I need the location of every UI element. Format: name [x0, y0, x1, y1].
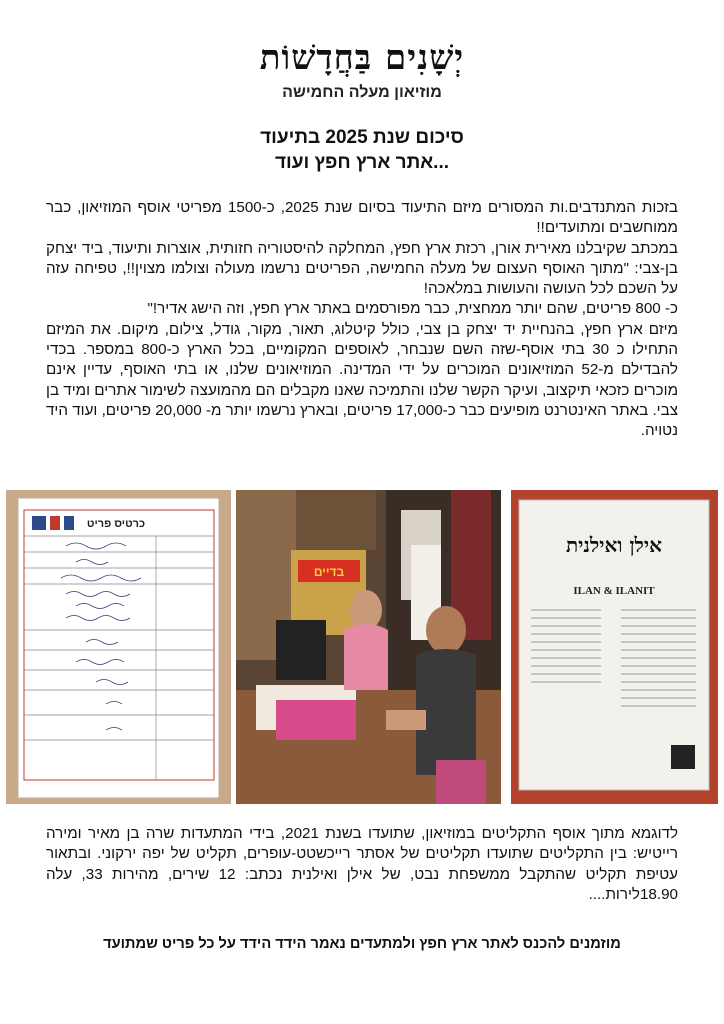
album-title: אילן ואילנית: [565, 533, 663, 557]
caption-text: [46, 824, 678, 905]
body-paragraph: מיזם ארץ חפץ, בהנחיית יד יצחק בן צבי, כולל קיטלוג, תאור, מקור, גודל, צילום, מיקום. את המיזם התחילו כ 30 בתי אוסף-שזה השם שנבחר, לאוספים המקומיים, בכל הארץ כ-800 במספר. בכדי להבדילם מ-52 המוזיאונים המוכרים על ידי המדינה. המוזיאונים שלנו, או בתי האוסף, עדיין אינם מוכרים כזכאי תיקצוב, ועיקר הקשר שלנו והתמיכה שאנו מקבלים הם מהמועצה לשימור אתרים ומיד בן צבי. באתר האינטרנט מופיעים כבר כ-17,000 פריטים, ובארץ נרשמו יותר מ- 20,000 פריטים, ועוד היד נטויה.: [46, 320, 678, 440]
body-paragraph: כ- 800 פריטים, שהם יותר ממחצית, כבר מפורסמים באתר ארץ חפץ, וזה הישג אדיר!": [147, 300, 678, 318]
invite-line: מוזמנים להכנס לאתר ארץ חפץ ולמתעדים נאמר הידד הידד על כל פריט שמתועד: [103, 936, 621, 952]
photo-volunteers: [236, 490, 501, 804]
museum-logo-subtitle: מוזיאון מעלה החמישה: [282, 84, 442, 101]
heading-year-summary: סיכום שנת 2025 בתיעוד: [260, 127, 464, 148]
photo-record-sleeve: [511, 490, 718, 804]
item-card-title: כרטיס פריט: [86, 518, 146, 530]
photo-item-card: [6, 490, 231, 804]
heading-site: אתר ארץ חפץ ועוד...: [274, 152, 450, 173]
album-latin-title: ILAN & ILANIT: [573, 585, 655, 597]
museum-logo-title: יְשָׁנִים בַּחֲדָשׁוֹת: [259, 38, 465, 78]
body-text: [46, 198, 678, 442]
record-sleeve-illustration: [511, 490, 718, 804]
body-paragraph: בזכות המתנדבים.ות המסורים מיזם התיעוד בסיום שנת 2025, כ-1500 מפריטי אוסף המוזיאון, כבר ממוחשבים ומתועדים!!: [46, 199, 678, 237]
caption-paragraph: לדוגמא מתוך אוסף התקליטים במוזיאון, שתועדו בשנת 2021, בידי המתעדות שרה בן מאיר ומירה רייטיש: בין התקליטים שתועדו תקליטים של אסתר רייכשטט-עופרים, תקליט של יפה ירקוני. ובתאור עטיפת תקליט שהתקבל ממשפחת נבט, של אילן ואילנית נכתב: 12 שירים, מהירות 33, עלה 18.90לירות....: [46, 825, 678, 903]
item-card-illustration: [6, 490, 231, 804]
volunteers-illustration: [236, 490, 501, 804]
record-label-logo-icon: [671, 745, 695, 769]
sign-text: בדיים: [313, 565, 345, 579]
photo-strip: [0, 490, 724, 806]
body-paragraph: במכתב שקיבלנו מאירית אורן, רכזת ארץ חפץ, המחלקה להיסטוריה חזותית, אוצרות ותיעוד, ביד יצחק בן-צבי: "מתוך האוסף העצום של מעלה החמישה, הפריטים נרשמו מעולה וצולמו מצוין!!, טפיחה עזה על השכם לכל העושה והעושות במלאכה!: [46, 239, 678, 298]
